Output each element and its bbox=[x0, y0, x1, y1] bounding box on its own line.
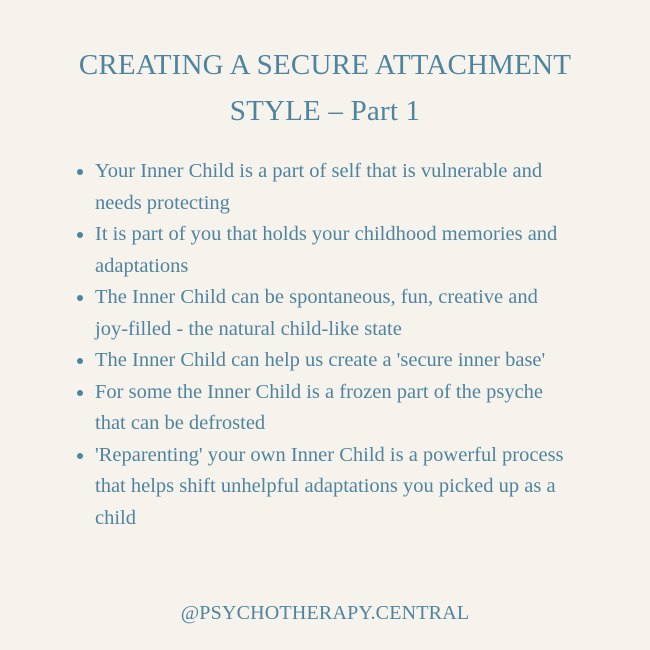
list-item bbox=[76, 156, 576, 219]
list-item bbox=[76, 440, 576, 535]
list-item-text: The Inner Child can be spontaneous, fun, creative and joy-filled - the natural child-like state bbox=[95, 286, 538, 340]
title-line-1: CREATING A SECURE ATTACHMENT bbox=[78, 49, 572, 81]
page-title bbox=[0, 42, 650, 134]
list-item bbox=[76, 282, 576, 345]
bullet-icon bbox=[77, 169, 83, 175]
list-item-text: It is part of you that holds your childhood memories and adaptations bbox=[95, 223, 558, 277]
list-item bbox=[76, 345, 576, 377]
bullet-icon bbox=[77, 232, 83, 238]
bullet-icon bbox=[77, 453, 83, 459]
bullet-icon bbox=[77, 358, 83, 364]
list-item-text: 'Reparenting' your own Inner Child is a powerful process that helps shift unhelpful adaptations you picked up as a child bbox=[95, 443, 564, 529]
list-item-text: Your Inner Child is a part of self that is vulnerable and needs protecting bbox=[95, 160, 543, 214]
title-line-2: STYLE – Part 1 bbox=[229, 95, 421, 127]
bullet-icon bbox=[77, 390, 83, 396]
list-item bbox=[76, 377, 576, 440]
list-item bbox=[76, 219, 576, 282]
social-handle: @PSYCHOTHERAPY.CENTRAL bbox=[180, 602, 470, 624]
list-item-text: The Inner Child can help us create a 'secure inner base' bbox=[95, 349, 546, 371]
bullet-list bbox=[76, 156, 576, 534]
bullet-icon bbox=[77, 295, 83, 301]
list-item-text: For some the Inner Child is a frozen part of the psyche that can be defrosted bbox=[95, 380, 544, 434]
